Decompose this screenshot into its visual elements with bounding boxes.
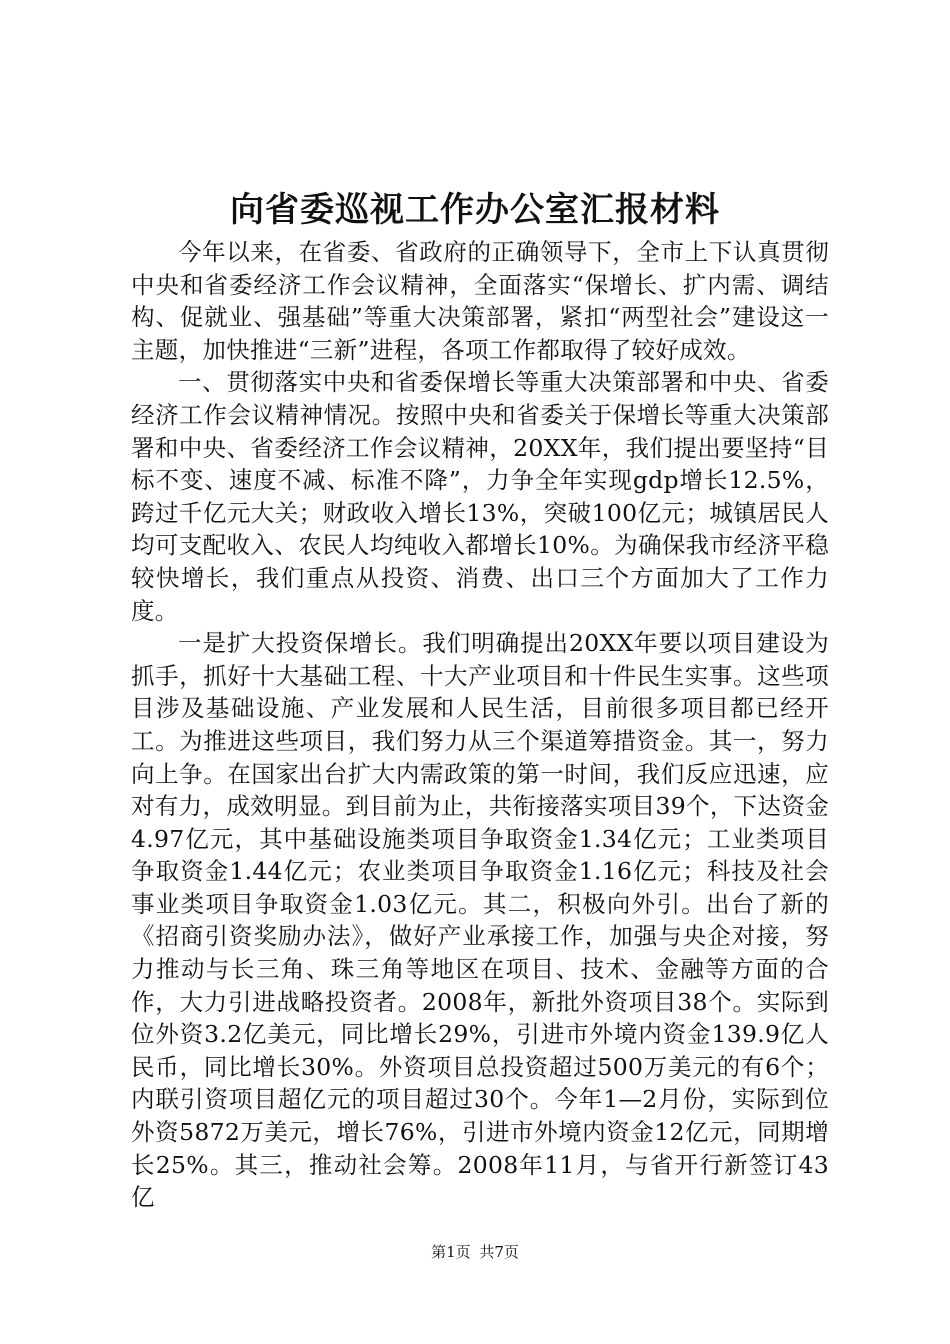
document-title: 向省委巡视工作办公室汇报材料 xyxy=(230,190,720,230)
page-number: 第1页 xyxy=(431,1243,471,1261)
page-footer xyxy=(0,1242,950,1262)
page-total: 共7页 xyxy=(479,1243,519,1261)
paragraph-investment: 一是扩大投资保增长。我们明确提出20XX年要以项目建设为抓手，抓好十大基础工程、十大产业项目和十件民生实事。这些项目涉及基础设施、产业发展和人民生活，目前很多项目都已经开工。为推进这些项目，我们努力从三个渠道筹措资金。其一，努力向上争。在国家出台扩大内需政策的第一时间，我们反应迅速，应对有力，成效明显。到目前为止，共衔接落实项目39个，下达资金4.97亿元，其中基础设施类项目争取资金1.34亿元；工业类项目争取资金1.44亿元；农业类项目争取资金1.16亿元；科技及社会事业类项目争取资金1.03亿元。其二，积极向外引。出台了新的《招商引资奖励办法》，做好产业承接工作，加强与央企对接，努力推动与长三角、珠三角等地区在项目、技术、金融等方面的合作，大力引进战略投资者。2008年，新批外资项目38个。实际到位外资3.2亿美元，同比增长29%，引进市外境内资金139.9亿人民币，同比增长30%。外资项目总投资超过500万美元的有6个；内联引资项目超亿元的项目超过30个。今年1—2月份，实际到位外资5872万美元，增长76%，引进市外境内资金12亿元，同期增长25%。其三，推动社会筹。2008年11月，与省开行新签订43亿 xyxy=(131,629,829,1212)
paragraph-intro: 今年以来，在省委、省政府的正确领导下，全市上下认真贯彻中央和省委经济工作会议精神，全面落实“保增长、扩内需、调结构、促就业、强基础”等重大决策部署，紧扣“两型社会”建设这一主题，加快推进“三新”进程，各项工作都取得了较好成效。 xyxy=(131,238,829,364)
document-body xyxy=(131,236,829,1214)
paragraph-section-one: 一、贯彻落实中央和省委保增长等重大决策部署和中央、省委经济工作会议精神情况。按照中央和省委关于保增长等重大决策部署和中央、省委经济工作会议精神，20XX年，我们提出要坚持“目标不变、速度不减、标准不降”，力争全年实现gdp增长12.5%，跨过千亿元大关；财政收入增长13%，突破100亿元；城镇居民人均可支配收入、农民人均纯收入都增长10%。为确保我市经济平稳较快增长，我们重点从投资、消费、出口三个方面加大了工作力度。 xyxy=(131,368,829,625)
